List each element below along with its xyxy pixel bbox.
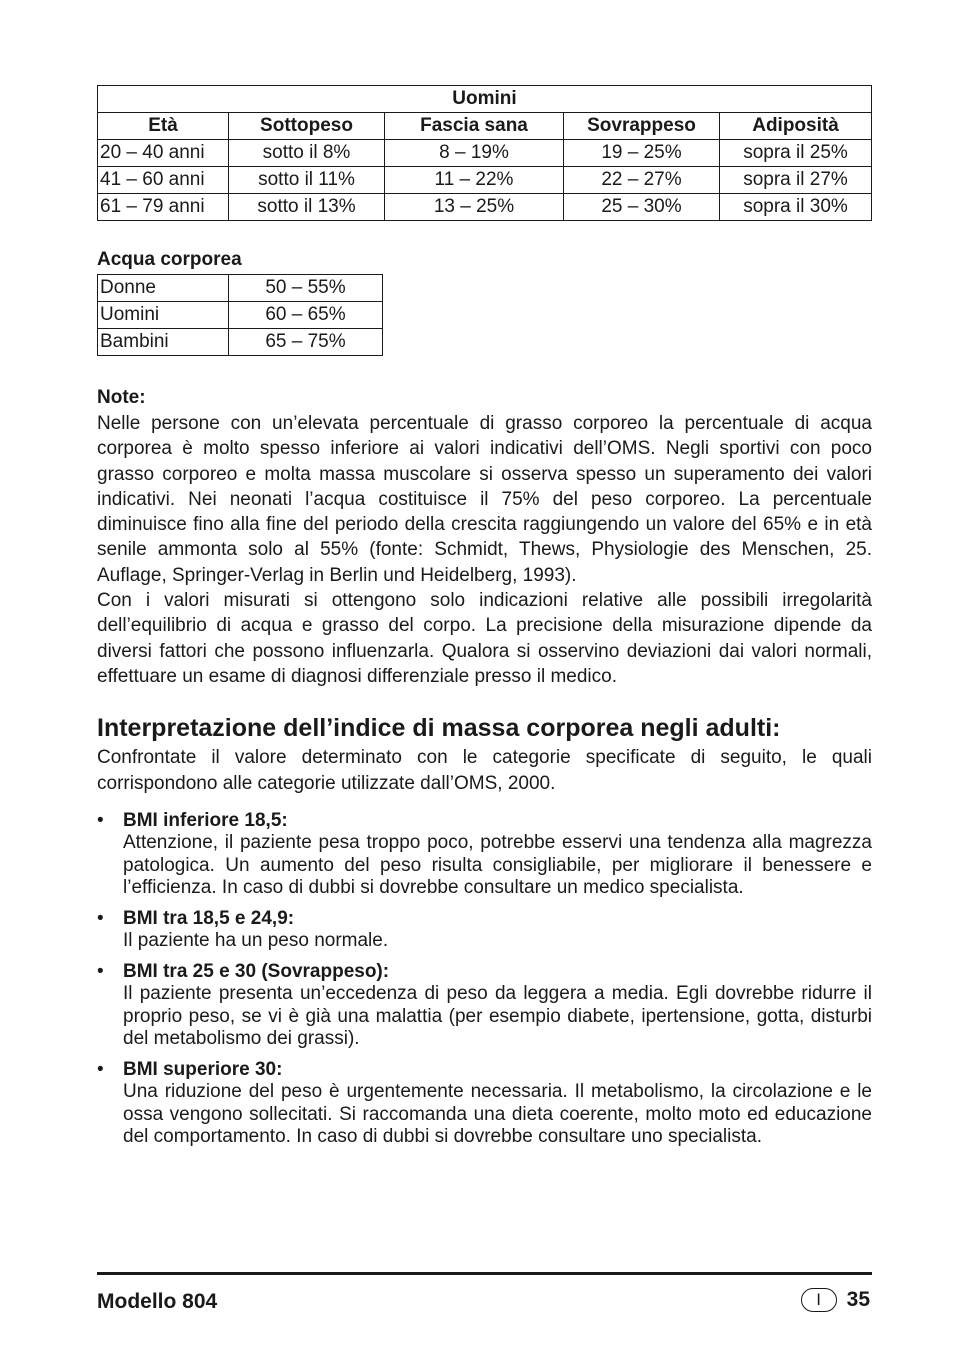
footer-page-info: [801, 1288, 870, 1312]
footer-divider: [97, 1272, 872, 1275]
table-row: [98, 167, 872, 194]
men-table-header-row: [98, 113, 872, 140]
notes-paragraph-2: Con i valori misurati si ottengono solo indicazioni relative alle possibili irregolarità dell’equilibrio di acqua e grasso del corpo. La precisione della misurazione dipende da diversi fattori che possono influenzarla. Qualora si osservino deviazioni dai valori normali, effettuare un esame di diagnosi differenziale presso il medico.: [97, 590, 872, 687]
bmi-section-heading: Interpretazione dell’indice di massa corporea negli adulti:: [97, 714, 781, 743]
bullet-icon: •: [97, 960, 104, 982]
column-header-overweight: Sovrappeso: [564, 113, 720, 140]
table-row: [98, 140, 872, 167]
table-row: [98, 302, 383, 329]
table-cell: 20 – 40 anni: [98, 140, 229, 167]
table-cell: sopra il 30%: [720, 194, 872, 221]
bullet-icon: •: [97, 1058, 104, 1080]
column-header-obesity: Adiposità: [720, 113, 872, 140]
table-cell: Donne: [98, 275, 229, 302]
language-badge: I: [801, 1288, 837, 1312]
list-item: [97, 908, 872, 953]
table-cell: 22 – 27%: [564, 167, 720, 194]
page-content: [97, 85, 872, 1157]
table-cell: sotto il 11%: [229, 167, 385, 194]
bmi-category-text: Attenzione, il paziente pesa troppo poco, potrebbe esservi una tendenza alla magrezza patologica. Un aumento del peso risulta consigliabile, per migliorare il benessere e l’efficienza. In caso di dubbi si dovrebbe consultare un medico specialista.: [123, 832, 872, 899]
table-cell: 19 – 25%: [564, 140, 720, 167]
column-header-underweight: Sottopeso: [229, 113, 385, 140]
bmi-category-title: BMI tra 18,5 e 24,9:: [123, 907, 295, 929]
table-cell: 25 – 30%: [564, 194, 720, 221]
bmi-category-list: [97, 810, 872, 1149]
table-cell: 8 – 19%: [385, 140, 564, 167]
column-header-age: Età: [98, 113, 229, 140]
bmi-category-text: Il paziente presenta un’eccedenza di peso da leggera a media. Egli dovrebbe ridurre il proprio peso, se vi è già una malattia (per esempio diabete, ipertensione, gotta, disturbi del metabolismo dei grassi).: [123, 983, 872, 1050]
list-item: [97, 810, 872, 900]
table-cell: 11 – 22%: [385, 167, 564, 194]
men-table-title: Uomini: [98, 86, 872, 113]
table-cell: sopra il 25%: [720, 140, 872, 167]
bmi-category-title: BMI inferiore 18,5:: [123, 809, 288, 831]
table-cell: Bambini: [98, 329, 229, 356]
notes-title: Note:: [97, 387, 146, 408]
page-number: 35: [846, 1288, 870, 1311]
men-body-fat-table: [97, 85, 872, 221]
table-row: [98, 275, 383, 302]
table-cell: sopra il 27%: [720, 167, 872, 194]
table-cell: 60 – 65%: [229, 302, 383, 329]
column-header-healthy: Fascia sana: [385, 113, 564, 140]
table-cell: Uomini: [98, 302, 229, 329]
table-cell: 65 – 75%: [229, 329, 383, 356]
bmi-section-intro: Confrontate il valore determinato con le categorie specificate di seguito, le quali corrispondono alle categorie utilizzate dall’OMS, 2000.: [97, 747, 872, 794]
body-water-title: Acqua corporea: [97, 249, 242, 270]
footer-model-name: Modello 804: [97, 1290, 218, 1313]
notes-paragraph-1: Nelle persone con un’elevata percentuale di grasso corporeo la percentuale di acqua corporea è molto spesso inferiore ai valori indicativi dell’OMS. Negli sportivi con poco grasso corporeo e molta massa muscolare si osserva spesso un superamento dei valori indicativi. Nei neonati l’acqua costituisce il 75% del peso corporeo. La percentuale diminuisce fino alla fine del periodo della crescita raggiungendo un valore del 65% e in età senile ammonta solo al 55% (fonte: Schmidt, Thews, Physiologie des Menschen, 25. Auflage, Springer-Verlag in Berlin und Heidelberg, 1993).: [97, 413, 872, 586]
table-cell: 50 – 55%: [229, 275, 383, 302]
table-cell: 61 – 79 anni: [98, 194, 229, 221]
list-item: [97, 961, 872, 1051]
bmi-category-text: Il paziente ha un peso normale.: [123, 930, 389, 952]
bmi-category-title: BMI tra 25 e 30 (Sovrappeso):: [123, 960, 390, 982]
list-item: [97, 1059, 872, 1149]
table-cell: sotto il 13%: [229, 194, 385, 221]
table-cell: 41 – 60 anni: [98, 167, 229, 194]
table-cell: 13 – 25%: [385, 194, 564, 221]
body-water-table: [97, 274, 383, 356]
bullet-icon: •: [97, 809, 104, 831]
bmi-category-title: BMI superiore 30:: [123, 1058, 283, 1080]
table-cell: sotto il 8%: [229, 140, 385, 167]
bullet-icon: •: [97, 907, 104, 929]
bmi-category-text: Una riduzione del peso è urgentemente necessaria. Il metabolismo, la circolazione e le ossa vengono sollecitati. Si raccomanda una dieta coerente, molto moto ed educazione del comportamento. In caso di dubbi si dovrebbe consultare uno specialista.: [123, 1081, 872, 1148]
table-row: [98, 329, 383, 356]
table-row: [98, 194, 872, 221]
